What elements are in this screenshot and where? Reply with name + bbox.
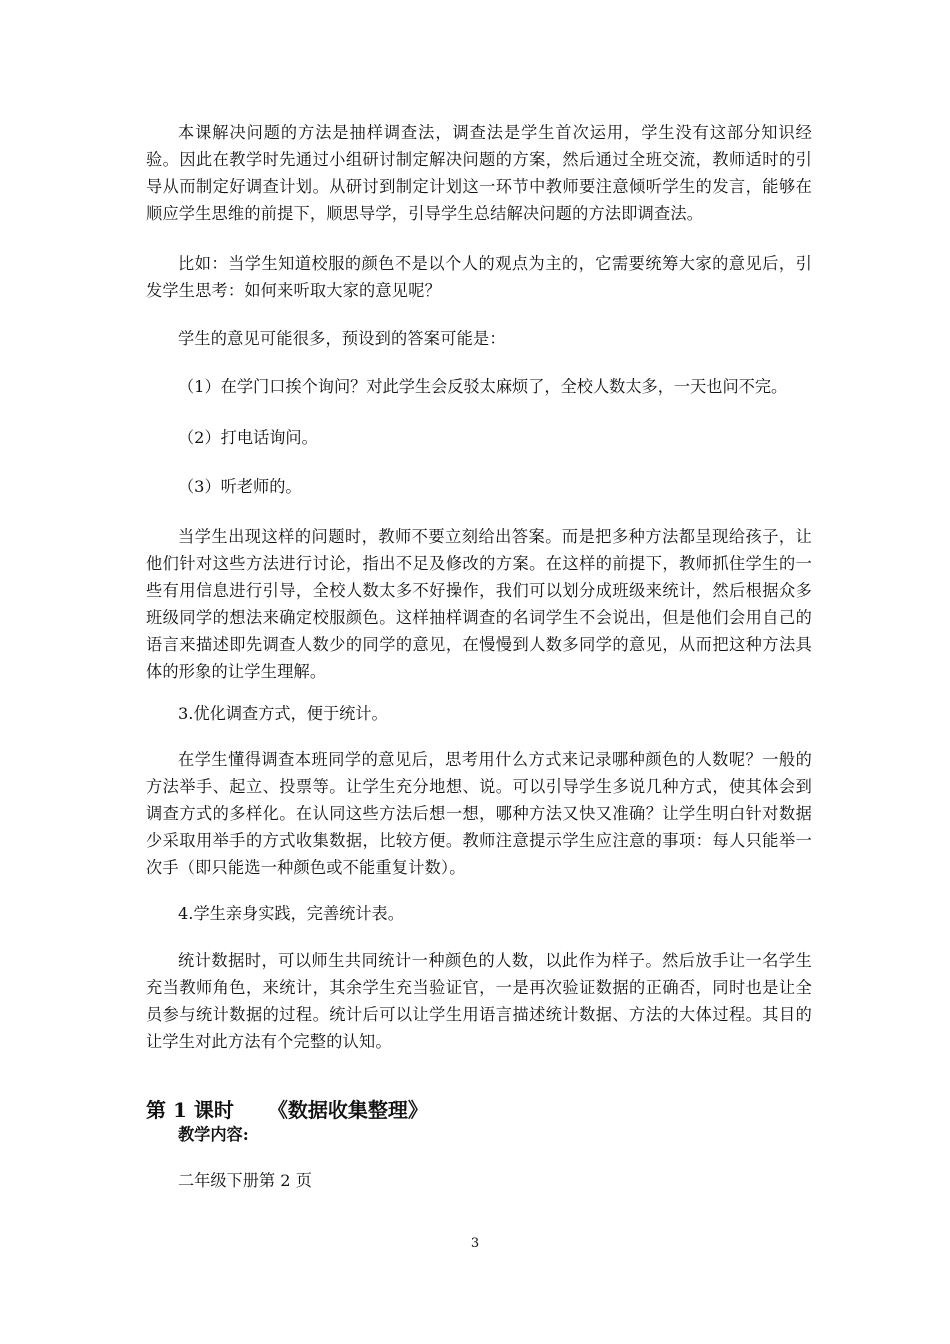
list-item-answer-1: （1）在学门口挨个询问？对此学生会反驳太麻烦了，全校人数太多，一天也问不完。 [178,377,788,396]
list-item-answer-3: （3）听老师的。 [178,477,302,496]
section-heading-4: 4.学生亲身实践，完善统计表。 [178,904,404,923]
lesson-number: 第 1 课时 [146,1098,234,1122]
page-number: 3 [470,1236,480,1251]
paragraph-teacher-guidance: 当学生出现这样的问题时，教师不要立刻给出答案。而是把多种方法都呈现给孩子，让他们针对这些方法进行讨论，指出不足及修改的方案。在这样的前提下，教师抓住学生的一些有用信息进行引导，全校人数太多不好操作，我们可以划分成班级来统计，然后根据众多班级同学的想法来确定校服颜色。这样抽样调查的名词学生不会说出，但是他们会用自己的语言来描述即先调查人数少的同学的意见，在慢慢到人数多同学的意见，从而把这种方法具体的形象的让学生理解。 [146,527,812,681]
lesson-heading [146,1096,428,1124]
paragraph-practice: 统计数据时，可以师生共同统计一种颜色的人数，以此作为样子。然后放手让一名学生充当教师角色，来统计，其余学生充当验证官，一是再次验证数据的正确否，同时也是让全员参与统计数据的过程。统计后可以让学生用语言描述统计数据、方法的大体过程。其目的让学生对此方法有个完整的认知。 [146,951,812,1051]
paragraph-survey-methods: 在学生懂得调查本班同学的意见后，思考用什么方式来记录哪种颜色的人数呢？一般的方法举手、起立、投票等。让学生充分地想、说。可以引导学生多说几种方式，使其体会到调查方式的多样化。在认同这些方法后想一想，哪种方法又快又准确？让学生明白针对数据少采取用举手的方式收集数据，比较方便。教师注意提示学生应注意的事项：每人只能举一次手（即只能选一种颜色或不能重复计数）。 [146,750,812,877]
teaching-content-label: 教学内容: [178,1125,249,1144]
lesson-title: 《数据收集整理》 [267,1098,428,1122]
teaching-content-value: 二年级下册第 2 页 [178,1171,312,1190]
paragraph-example: 比如：当学生知道校服的颜色不是以个人的观点为主的，它需要统筹大家的意见后，引发学生思考：如何来听取大家的意见呢？ [146,254,812,300]
list-item-answer-2: （2）打电话询问。 [178,428,318,447]
paragraph-student-opinions: 学生的意见可能很多，预设到的答案可能是： [178,329,506,348]
section-heading-3: 3.优化调查方式，便于统计。 [178,704,388,723]
paragraph-method-intro: 本课解决问题的方法是抽样调查法，调查法是学生首次运用，学生没有这部分知识经验。因此在教学时先通过小组研讨制定解决问题的方案，然后通过全班交流，教师适时的引导从而制定好调查计划。从研讨到制定计划这一环节中教师要注意倾听学生的发言，能够在顺应学生思维的前提下，顺思导学，引导学生总结解决问题的方法即调查法。 [146,123,812,223]
